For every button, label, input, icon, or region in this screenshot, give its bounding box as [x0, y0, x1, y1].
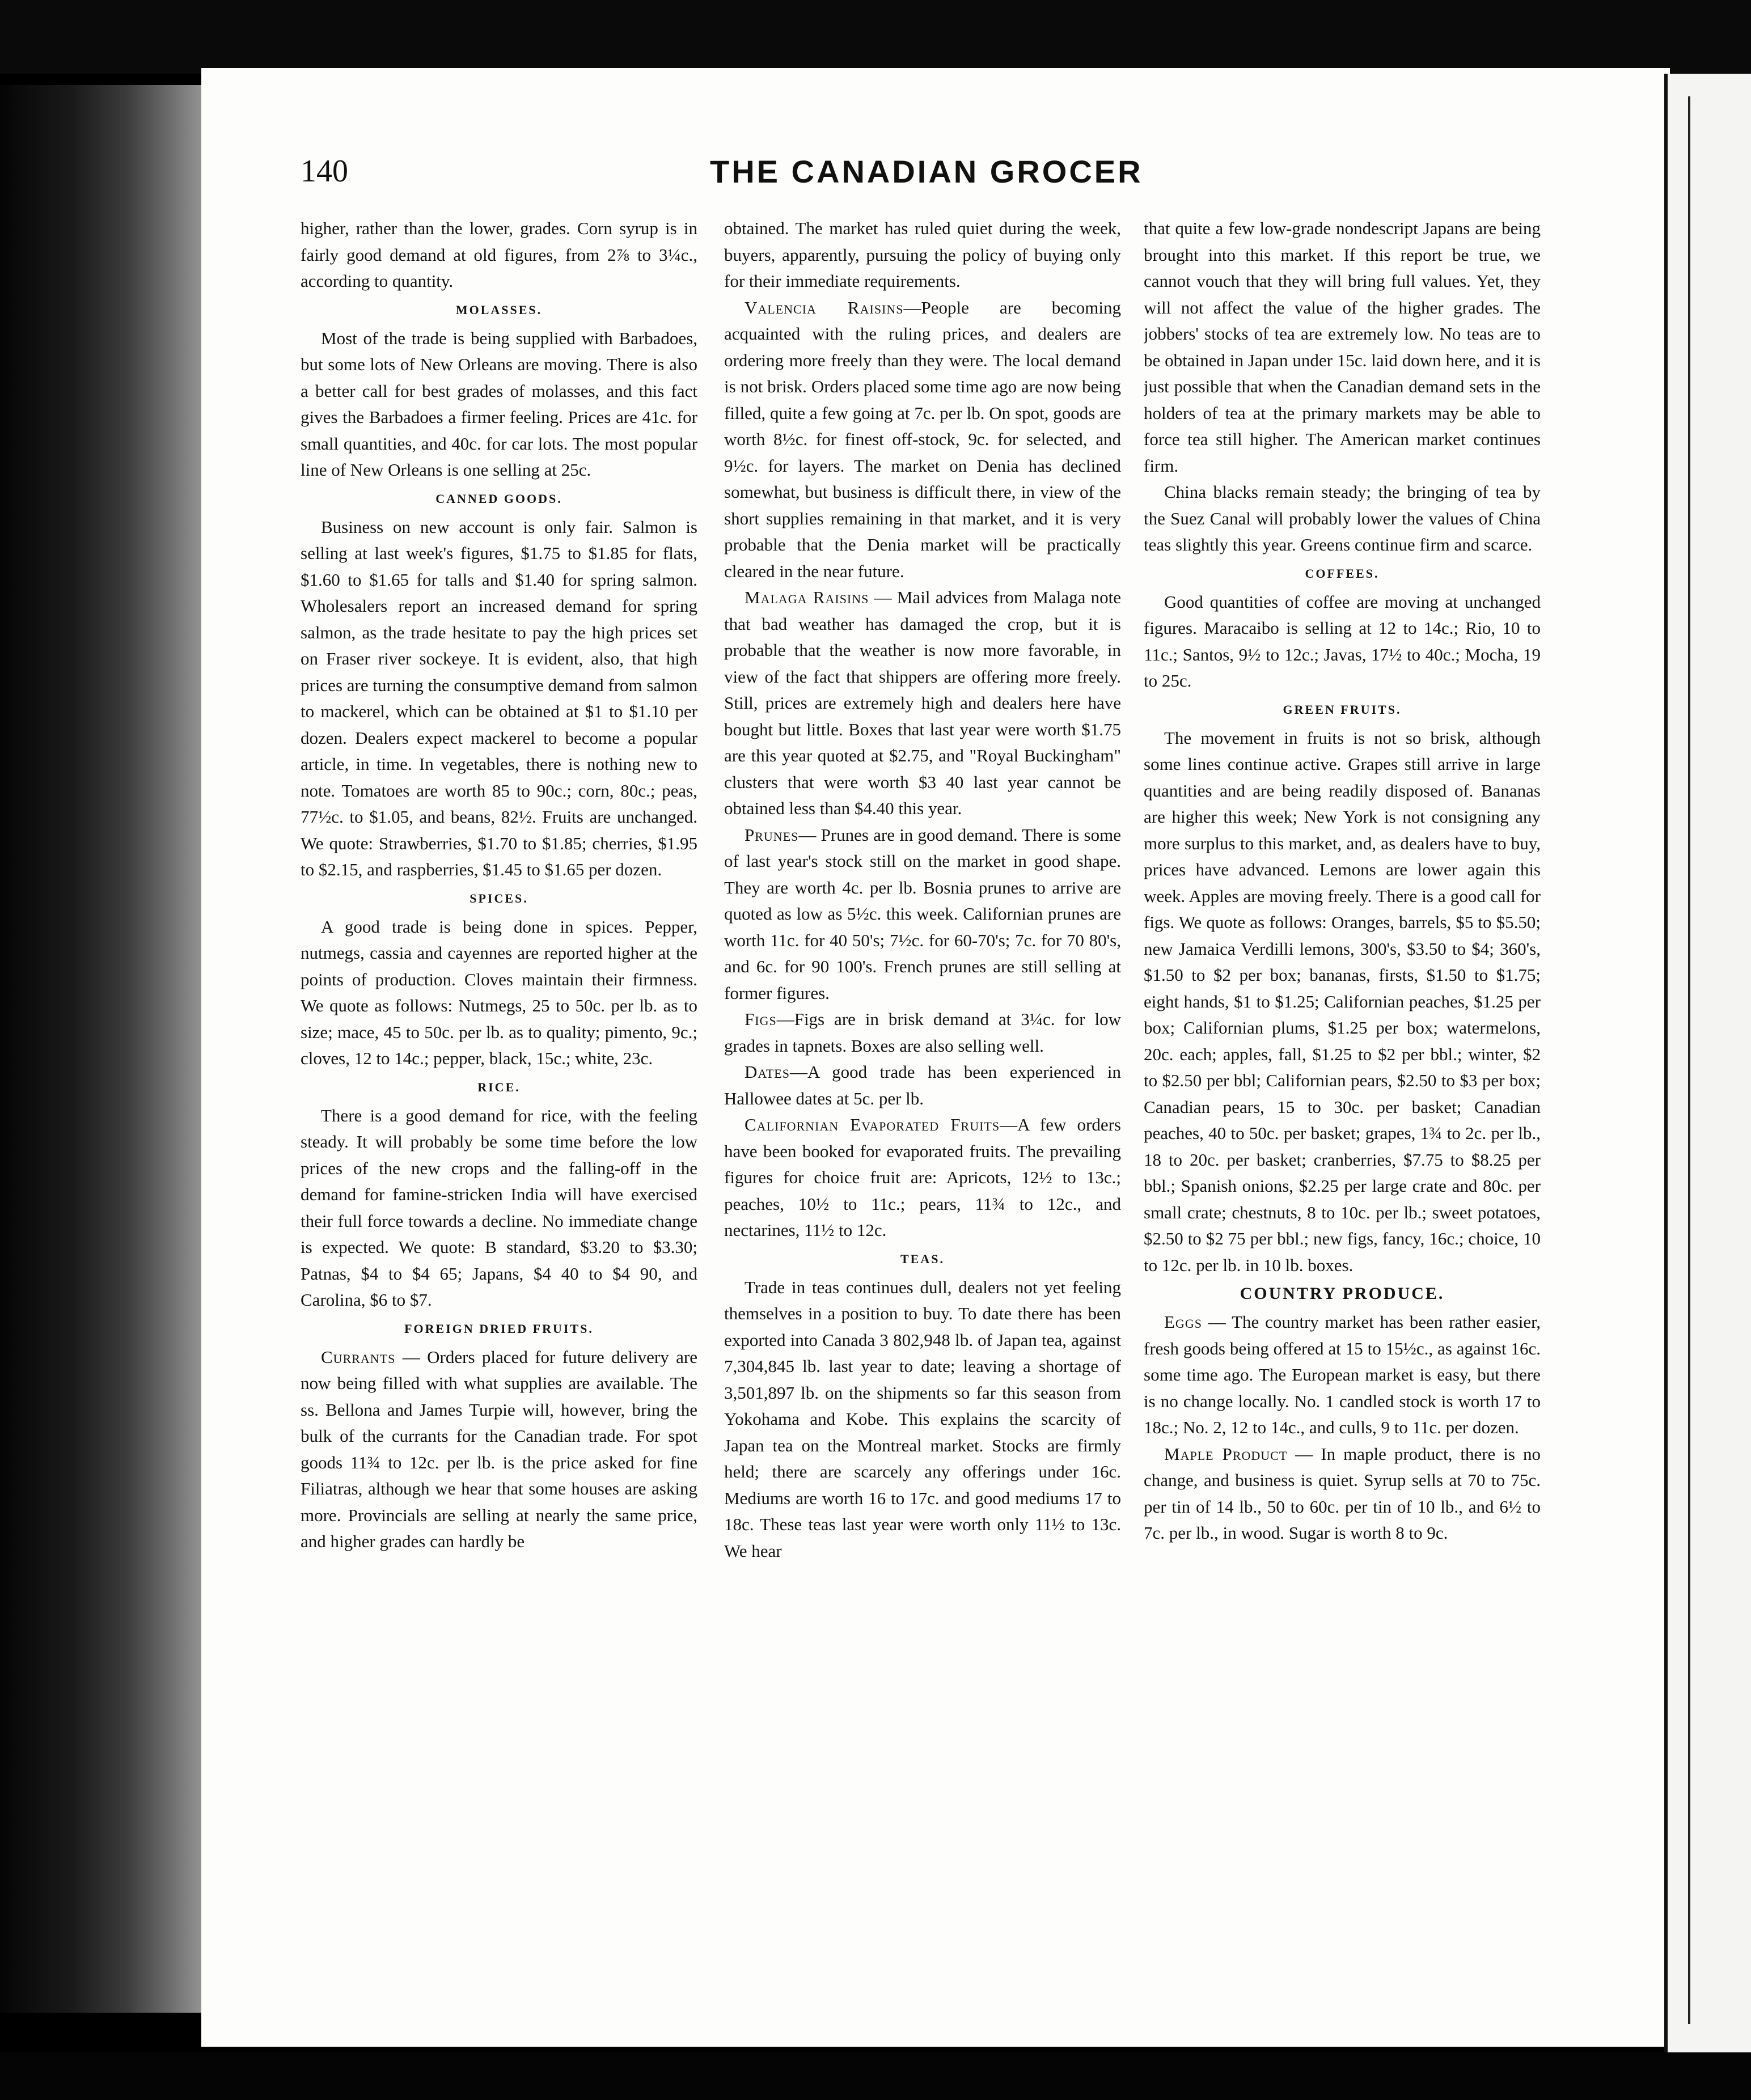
paragraph-spices: A good trade is being done in spices. Pepper, nutmegs, cassia and cayennes are reported higher at the points of production. Cloves maintain their firmness. We quote as follows: Nutmegs, 25 to 50c. per lb. as to size; mace, 45 to 50c. per lb. as to quality; pimento, 9c.; cloves, 12 to 14c.; pepper, black, 15c.; white, 23c.: [301, 916, 697, 1068]
paragraph: obtained. The market has ruled quiet during the week, buyers, apparently, pursuing the policy of buying only for their immediate requirements.: [724, 218, 1121, 291]
paragraph-rice: There is a good demand for rice, with the feeling steady. It will probably be some time before the low prices of the new crops and the falling-off in the demand for famine-stricken India will have exercised their full force towards a decline. No immediate change is expected. We quote: B standard, $3.20 to $3.30; Patnas, $4 to $4 65; Japans, $4 40 to $4 90, and Carolina, $6 to $7.: [301, 1105, 697, 1310]
paragraph-californian-evaporated-fruits: [724, 1112, 1121, 1244]
paragraph-figs: [724, 1006, 1121, 1059]
section-heading-country-produce: COUNTRY PRODUCE.: [1240, 1284, 1445, 1303]
page-number: 140: [301, 154, 348, 189]
column-1: [301, 215, 697, 1916]
paragraph-malaga-raisins: [724, 585, 1121, 822]
paragraph-text: — In maple product, there is no change, and business is quiet. Syrup sells at 70 to 75c. per tin of 14 lb., 50 to 60c. per tin of 10 lb., and 6½ to 7c. per lb., in wood. Sugar is worth 8 to 9c.: [1144, 1443, 1541, 1543]
run-in-heading: Figs: [745, 1009, 777, 1029]
scan-background-top: [0, 0, 1751, 74]
paragraph-green-fruits: The movement in fruits is not so brisk, although some lines continue active. Grapes still arrive in large quantities and are being readily disposed of. Bananas are higher this week; New York is not consigning any more surplus to this market, and, as dealers have to buy, prices have advanced. Lemons are lower again this week. Apples are moving freely. There is a good call for figs. We quote as follows: Oranges, barrels, $5 to $5.50; new Jamaica Verdilli lemons, 300's, $3.50 to $4; 360's, $1.50 to $2 per box; bananas, firsts, $1.50 to $1.75; eight hands, $1 to $1.25; Californian peaches, $1.25 per box; Californian plums, $1.25 per box; watermelons, 20c. each; apples, fall, $1.25 to $2 per bbl.; winter, $2 to $2.50 per bbl; Californian pears, $2.50 to $3 per box; Canadian pears, 15 to 30c. per basket; Canadian peaches, 40 to 50c. per basket; grapes, 1¾ to 2c. per lb., 18 to 20c. per basket; cranberries, $7.75 to $8.25 per bbl.; Spanish onions, $2.25 per large crate and 80c. per small crate; chestnuts, 8 to 10c. per lb.; sweet potatoes, $2.50 to $2 75 per bbl.; new figs, fancy, 16c.; choice, 10 to 12c. per lb. in 10 lb. boxes.: [1144, 727, 1541, 1275]
paragraph-eggs: [1144, 1309, 1541, 1441]
run-in-heading: Maple Product: [1164, 1443, 1288, 1464]
paragraph: higher, rather than the lower, grades. Corn syrup is in fairly good demand at old figures, from 2⅞ to 3¼c., according to quantity.: [301, 218, 697, 291]
paragraph-text: —People are becoming acquainted with the ruling prices, and dealers are ordering more freely than they were. The local demand is not brisk. Orders placed some time ago are now being filled, quite a few going at 7c. per lb. On spot, goods are worth 8½c. for finest off-stock, 9c. for selected, and 9½c. for layers. The market on Denia has declined somewhat, but business is difficult there, in view of the short supplies remaining in that market, and it is very probable that the Denia market will be practically cleared in the near future.: [724, 297, 1121, 581]
paragraph-text: — The country market has been rather easier, fresh goods being offered at 15 to 15½c., as against 16c. some time ago. The European market is easy, but there is no change locally. No. 1 candled stock is worth 17 to 18c.; No. 2, 12 to 14c., and culls, 9 to 11c. per dozen.: [1144, 1312, 1541, 1437]
run-in-heading: Currants: [321, 1347, 396, 1367]
next-page-edge: [1664, 74, 1751, 2058]
book-binding-shadow: [0, 85, 210, 2013]
page-edge-line: [1688, 96, 1690, 2024]
column-2: [724, 215, 1121, 1916]
paragraph-currants: [301, 1344, 697, 1555]
section-heading-teas: TEAS.: [900, 1251, 945, 1266]
column-3: [1144, 215, 1541, 1916]
page-header: [301, 153, 1143, 204]
paragraph-valencia-raisins: [724, 295, 1121, 585]
paragraph-text: — Mail advices from Malaga note that bad weather has damaged the crop, but it is probable that the weather is now more favorable, in view of the fact that shippers are offering more freely. Still, prices are extremely high and dealers here have bought but little. Boxes that last year were worth $1.75 are this year quoted at $2.75, and "Royal Buckingham" clusters that were worth $3 40 last year cannot be obtained less than $4.40 this year.: [724, 587, 1121, 818]
section-heading-canned-goods: CANNED GOODS.: [435, 491, 562, 506]
paragraph-coffees: Good quantities of coffee are moving at unchanged figures. Maracaibo is selling at 12 to 14c.; Rio, 10 to 11c.; Santos, 9½ to 12c.; Javas, 17½ to 40c.; Mocha, 19 to 25c.: [1144, 591, 1541, 691]
run-in-heading: Dates: [745, 1062, 790, 1082]
paragraph-prunes: [724, 822, 1121, 1007]
paragraph-teas: Trade in teas continues dull, dealers not yet feeling themselves in a position to buy. To date there has been exported into Canada 3 802,948 lb. of Japan tea, against 7,304,845 lb. last year to date; leaving a shortage of 3,501,897 lb. on the shipments so far this season from Yokohama and Kobe. This explains the scarcity of Japan tea on the Montreal market. Stocks are firmly held; there are scarcely any offerings under 16c. Mediums are worth 16 to 17c. and good mediums 17 to 18c. These teas last year were worth only 11½ to 13c. We hear: [724, 1277, 1121, 1561]
scan-background-bottom: [0, 2052, 1751, 2100]
paragraph: that quite a few low-grade nondescript Japans are being brought into this market. If this report be true, we cannot vouch that they will bring full values. Yet, they will not affect the value of the higher grades. The jobbers' stocks of tea are extremely low. No teas are to be obtained in Japan under 15c. laid down here, and it is just possible that when the Canadian demand sets in the holders of tea at the primary markets may be able to force tea still higher. The American market continues firm.: [1144, 218, 1541, 476]
run-in-heading: Prunes: [745, 824, 799, 845]
paragraph-dates: [724, 1059, 1121, 1112]
section-heading-foreign-dried-fruits: FOREIGN DRIED FRUITS.: [404, 1321, 594, 1336]
run-in-heading: Eggs: [1164, 1312, 1202, 1332]
section-heading-rice: RICE.: [477, 1079, 521, 1094]
paragraph-molasses: Most of the trade is being supplied with Barbadoes, but some lots of New Orleans are moving. There is also a better call for best grades of molasses, and this fact gives the Barbadoes a firmer feeling. Prices are 41c. for small quantities, and 40c. for car lots. The most popular line of New Orleans is one selling at 25c.: [301, 328, 697, 480]
paragraph-canned-goods: Business on new account is only fair. Salmon is selling at last week's figures, $1.75 to $1.85 for flats, $1.60 to $1.65 for talls and $1.40 for spring salmon. Wholesalers report an increased demand for spring salmon, as the trade hesitate to pay the high prices set on Fraser river sockeye. It is evident, also, that high prices are turning the consumptive demand from salmon to mackerel, which can be obtained at $1 to $1.10 per dozen. Dealers expect mackerel to become a popular article, in time. In vegetables, there is nothing new to note. Tomatoes are worth 85 to 90c.; corn, 80c.; peas, 77½c. to $1.05, and beans, 82½. Fruits are unchanged. We quote: Strawberries, $1.70 to $1.85; cherries, $1.95 to $2.15, and raspberries, $1.45 to $1.65 per dozen.: [301, 516, 697, 879]
section-heading-molasses: MOLASSES.: [455, 302, 543, 317]
run-in-heading: Valencia Raisins: [745, 297, 904, 317]
run-in-heading: Californian Evaporated Fruits: [745, 1115, 1000, 1134]
paragraph-maple-product: [1144, 1441, 1541, 1547]
paragraph-text: —A good trade has been experienced in Hallowee dates at 5c. per lb.: [724, 1062, 1121, 1108]
section-heading-coffees: COFFEES.: [1305, 566, 1380, 581]
paragraph-text: — Orders placed for future delivery are now being filled with what supplies are available. The ss. Bellona and James Turpie will, however, bring the bulk of the currants for the Canadian trade. For spot goods 11¾ to 12c. per lb. is the price asked for fine Filiatras, although we hear that some houses are asking more. Provincials are selling at nearly the same price, and higher grades can hardly be: [301, 1347, 697, 1551]
paragraph-china-teas: China blacks remain steady; the bringing of tea by the Suez Canal will probably lower the values of China teas slightly this year. Greens continue firm and scarce.: [1144, 482, 1541, 554]
paragraph-text: —A few orders have been booked for evaporated fruits. The prevailing figures for choice fruit are: Apricots, 12½ to 13c.; peaches, 10½ to 11c.; pears, 11¾ to 12c., and nectarines, 11½ to 12c.: [724, 1115, 1121, 1240]
section-heading-spices: SPICES.: [470, 891, 528, 905]
paragraph-text: —Figs are in brisk demand at 3¼c. for low grades in tapnets. Boxes are also selling well.: [724, 1009, 1121, 1056]
paragraph-text: — Prunes are in good demand. There is some of last year's stock still on the market in good shape. They are worth 4c. per lb. Bosnia prunes to arrive are quoted as low as 5½c. this week. Californian prunes are worth 11c. for 40 50's; 7½c. for 60-70's; 7c. for 70 80's, and 6c. for 90 100's. French prunes are still selling at former figures.: [724, 824, 1121, 1003]
section-heading-green-fruits: GREEN FRUITS.: [1283, 702, 1402, 717]
run-in-heading: Malaga Raisins: [745, 587, 869, 607]
masthead-title: THE CANADIAN GROCER: [710, 154, 1143, 189]
